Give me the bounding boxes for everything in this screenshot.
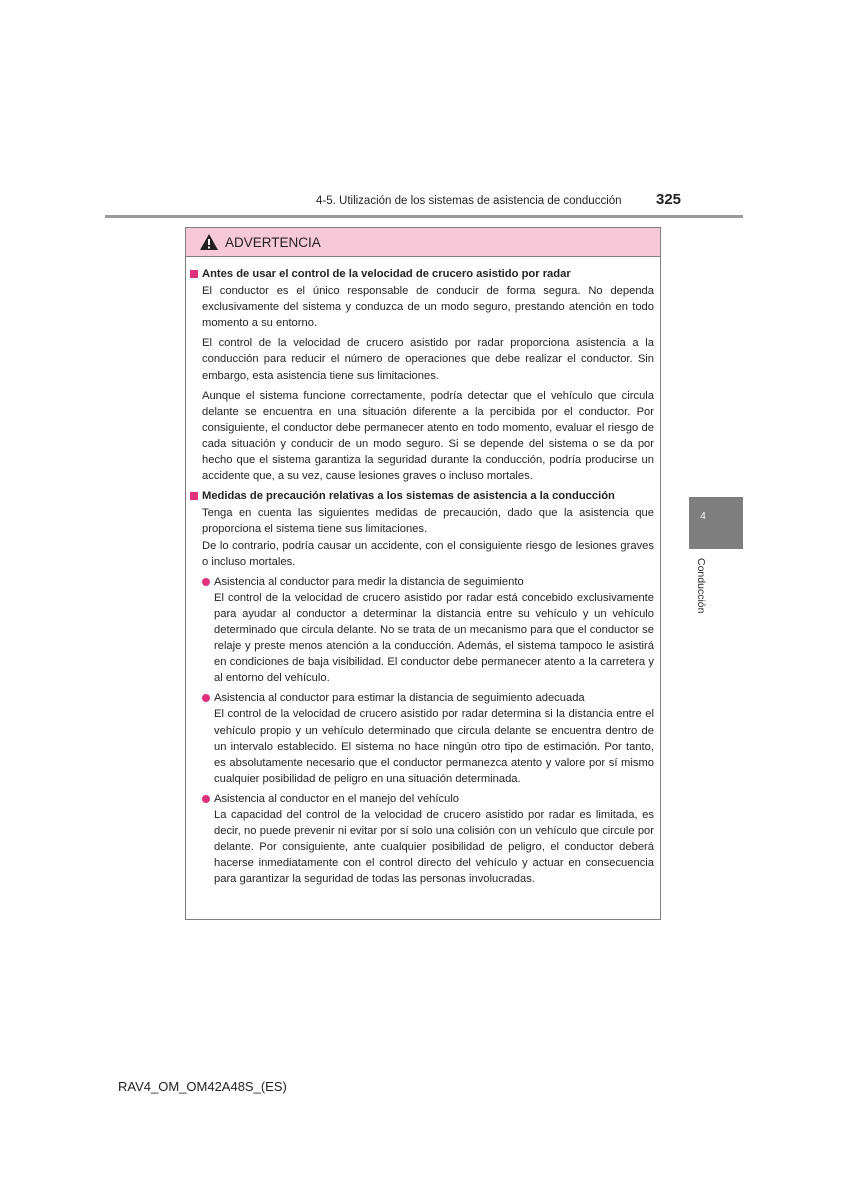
bullet-title: Asistencia al conductor para estimar la distancia de seguimiento adecuada bbox=[214, 692, 585, 705]
header-rule bbox=[105, 215, 743, 218]
square-bullet-icon bbox=[190, 270, 198, 278]
circle-bullet-icon bbox=[202, 795, 210, 803]
bullet-text: La capacidad del control de la velocidad de crucero asistido por radar es limitada, es decir, no puede prevenir ni evitar por sí solo una colisión con un vehículo que circule por delante. Por consiguiente, ante cualquier posibilidad de peligro, el conductor deberá hacerse inmediatamente con el control directo del vehículo y actuar en consecuencia para garantizar la seguridad de todas las personas involucradas. bbox=[214, 809, 654, 886]
warning-header bbox=[186, 228, 660, 257]
section-heading bbox=[190, 488, 654, 504]
square-bullet-icon bbox=[190, 492, 198, 500]
paragraph: El conductor es el único responsable de conducir de forma segura. No dependa exclusivamente del sistema y conduzca de un modo seguro, prestando atención en todo momento a su entorno. bbox=[202, 285, 654, 330]
bullet-item bbox=[190, 791, 654, 888]
bullet-title: Asistencia al conductor en el manejo del vehículo bbox=[214, 792, 460, 805]
paragraph: Tenga en cuenta las siguientes medidas de precaución, dado que la asistencia que proporciona el sistema tiene sus limitaciones. bbox=[202, 507, 654, 536]
paragraph: El control de la velocidad de crucero asistido por radar proporciona asistencia a la conducción para reducir el número de operaciones que debe realizar el conductor. Sin embargo, esta asistencia tiene sus limitaciones. bbox=[202, 337, 654, 382]
bullet-item bbox=[190, 690, 654, 787]
chapter-number: 4 bbox=[700, 511, 706, 522]
circle-bullet-icon bbox=[202, 694, 210, 702]
paragraph: De lo contrario, podría causar un accidente, con el consiguiente riesgo de lesiones graves o incluso mortales. bbox=[202, 539, 654, 568]
bullet-heading bbox=[202, 574, 654, 590]
footer-code: RAV4_OM_OM42A48S_(ES) bbox=[118, 1079, 287, 1094]
header-title: 4-5. Utilización de los sistemas de asistencia de conducción bbox=[316, 195, 622, 207]
bullet-heading bbox=[202, 791, 654, 807]
warning-triangle-icon bbox=[199, 233, 219, 251]
page-number: 325 bbox=[656, 191, 682, 208]
circle-bullet-icon bbox=[202, 578, 210, 586]
chapter-label: Conducción bbox=[695, 558, 707, 614]
warning-body bbox=[186, 257, 660, 887]
warning-title: ADVERTENCIA bbox=[225, 234, 321, 250]
bullet-text: El control de la velocidad de crucero asistido por radar determina si la distancia entre el vehículo propio y un vehículo determinado que circula delante se encuentra dentro de un intervalo establecido. El sistema no hace ningún otro tipo de estimación. Por tanto, es absolutamente necesario que el conductor permanezca atento y valore por sí mismo cualquier posibilidad de peligro en una situación determinada. bbox=[214, 708, 654, 785]
section-heading-text: Medidas de precaución relativas a los sistemas de asistencia a la conducción bbox=[202, 490, 615, 503]
paragraph: Aunque el sistema funcione correctamente, podría detectar que el vehículo que circula delante se encuentra en una situación diferente a la percibida por el conductor. Por consiguiente, el conductor debe permanecer atento en todo momento, evaluar el riesgo de cada situación y conducir de un modo seguro. Si se depende del sistema o se da por hecho que el sistema garantiza la seguridad durante la conducción, podría producirse un accidente que, a su vez, cause lesiones graves o incluso mortales. bbox=[202, 389, 654, 483]
warning-box bbox=[185, 227, 661, 920]
bullet-item bbox=[190, 574, 654, 687]
section-heading bbox=[190, 266, 654, 282]
bullet-text: El control de la velocidad de crucero asistido por radar está concebido exclusivamente para ayudar al conductor a determinar la distancia entre su vehículo y un vehículo determinado que circula delante. No se trata de un mecanismo para que el conductor se relaje y preste menos atención a la conducción. Además, el sistema tampoco le asistirá en condiciones de baja visibilidad. El conductor debe permanecer atento a la carretera y al entorno del vehículo. bbox=[214, 591, 654, 685]
chapter-side-tab bbox=[689, 497, 743, 549]
bullet-title: Asistencia al conductor para medir la distancia de seguimiento bbox=[214, 575, 524, 588]
bullet-heading bbox=[202, 690, 654, 706]
section-heading-text: Antes de usar el control de la velocidad de crucero asistido por radar bbox=[202, 268, 571, 280]
